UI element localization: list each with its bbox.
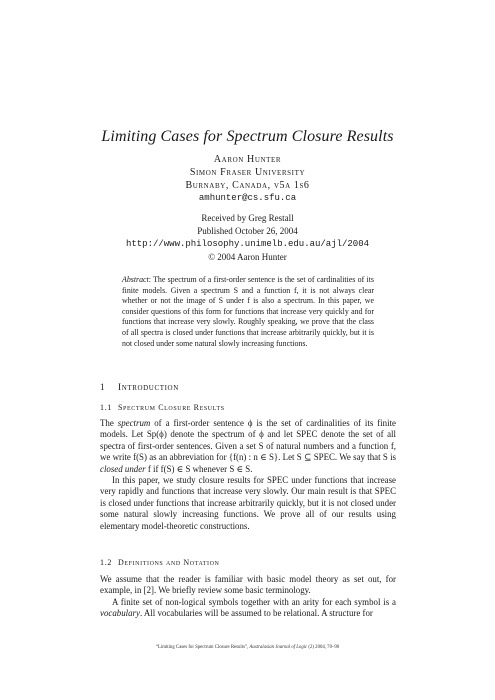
paragraph-4: A finite set of non-logical symbols together with an arity for each symbol is a vocabulary. All vocabularies will be assumed to be relational. A structure for — [100, 596, 396, 619]
author-email[interactable]: amhunter@cs.sfu.ca — [198, 193, 297, 203]
subsection-number: 1.1 — [100, 403, 113, 412]
paragraph-2: In this paper, we study closure results for SPEC under functions that increase very rapidly and functions that increase very slowly. Our main result is that SPEC is closed under functions that increase arbitrarily quickly, but it is not closed under some natural slowly increasing functions. We prove all of our results using elementary model-theoretic constructions. — [100, 475, 396, 531]
abstract — [122, 275, 374, 349]
subsection-heading-spectrum-closure — [100, 403, 225, 412]
paragraph-3: We assume that the reader is familiar with basic model theory as set out, for example, in [2]. We briefly review some basic terminology. — [100, 574, 396, 596]
abstract-label: Abstract — [122, 275, 149, 284]
subsection-heading-definitions — [100, 558, 219, 567]
author-block — [0, 153, 495, 205]
paragraph-1: The spectrum of a first-order sentence ϕ is the set of cardinalities of its finite models. Let Sp(ϕ) denote the spectrum of ϕ and let SPEC denote the set of all spectra of first-order sentences. Given a set S of natural numbers and a function f, we write f(S) as an abbreviation for {f(n) : n ∈ S}. Let S ⊆ SPEC. We say that S is closed under f if f(S) ∈ S whenever S ∈ S. — [100, 418, 396, 474]
subsection-title: Spectrum Closure Results — [118, 403, 225, 412]
author-affiliation: Simon Fraser University — [189, 167, 306, 178]
section-number: 1 — [100, 383, 106, 393]
subsection-title: Definitions and Notation — [118, 558, 220, 567]
body-text-definitions — [100, 574, 396, 620]
subsection-number: 1.2 — [100, 558, 113, 567]
page-footer-citation: “Limiting Cases for Spectrum Closure Results”, Australasian Journal of Logic (2) 2004, 70–90 — [155, 645, 340, 650]
journal-url[interactable]: http://www.philosophy.unimelb.edu.au/ajl/2004 — [125, 239, 370, 249]
term-spectrum: spectrum — [117, 418, 151, 428]
author-location: Burnaby, Canada, v5a 1s6 — [185, 180, 310, 191]
copyright: © 2004 Aaron Hunter — [208, 252, 287, 262]
paper-title: Limiting Cases for Spectrum Closure Results — [101, 128, 394, 145]
section-title: Introduction — [118, 383, 179, 393]
abstract-text: : The spectrum of a first-order sentence is the set of cardinalities of its finite models. Given a spectrum S and a function f, it is not always clear whether or not the image of S under f is also a spectrum. In this paper, we consider questions of this form for functions that increase very quickly and for functions that increase very slowly. Roughly speaking, we prove that the class of all spectra is closed under functions that increase arbitrarily quickly, but it is not closed under some natural slowly increasing functions. — [122, 275, 374, 348]
author-name: Aaron Hunter — [213, 154, 282, 165]
term-closed-under: closed under — [100, 463, 146, 474]
published-date: Published October 26, 2004 — [197, 226, 298, 236]
journal-name: Australasian Journal of Logic — [249, 645, 308, 650]
term-vocabulary: vocabulary — [100, 608, 140, 619]
section-heading-introduction — [100, 383, 179, 393]
body-text-intro — [100, 418, 396, 532]
publication-info — [0, 212, 495, 264]
received-by: Received by Greg Restall — [201, 213, 294, 223]
